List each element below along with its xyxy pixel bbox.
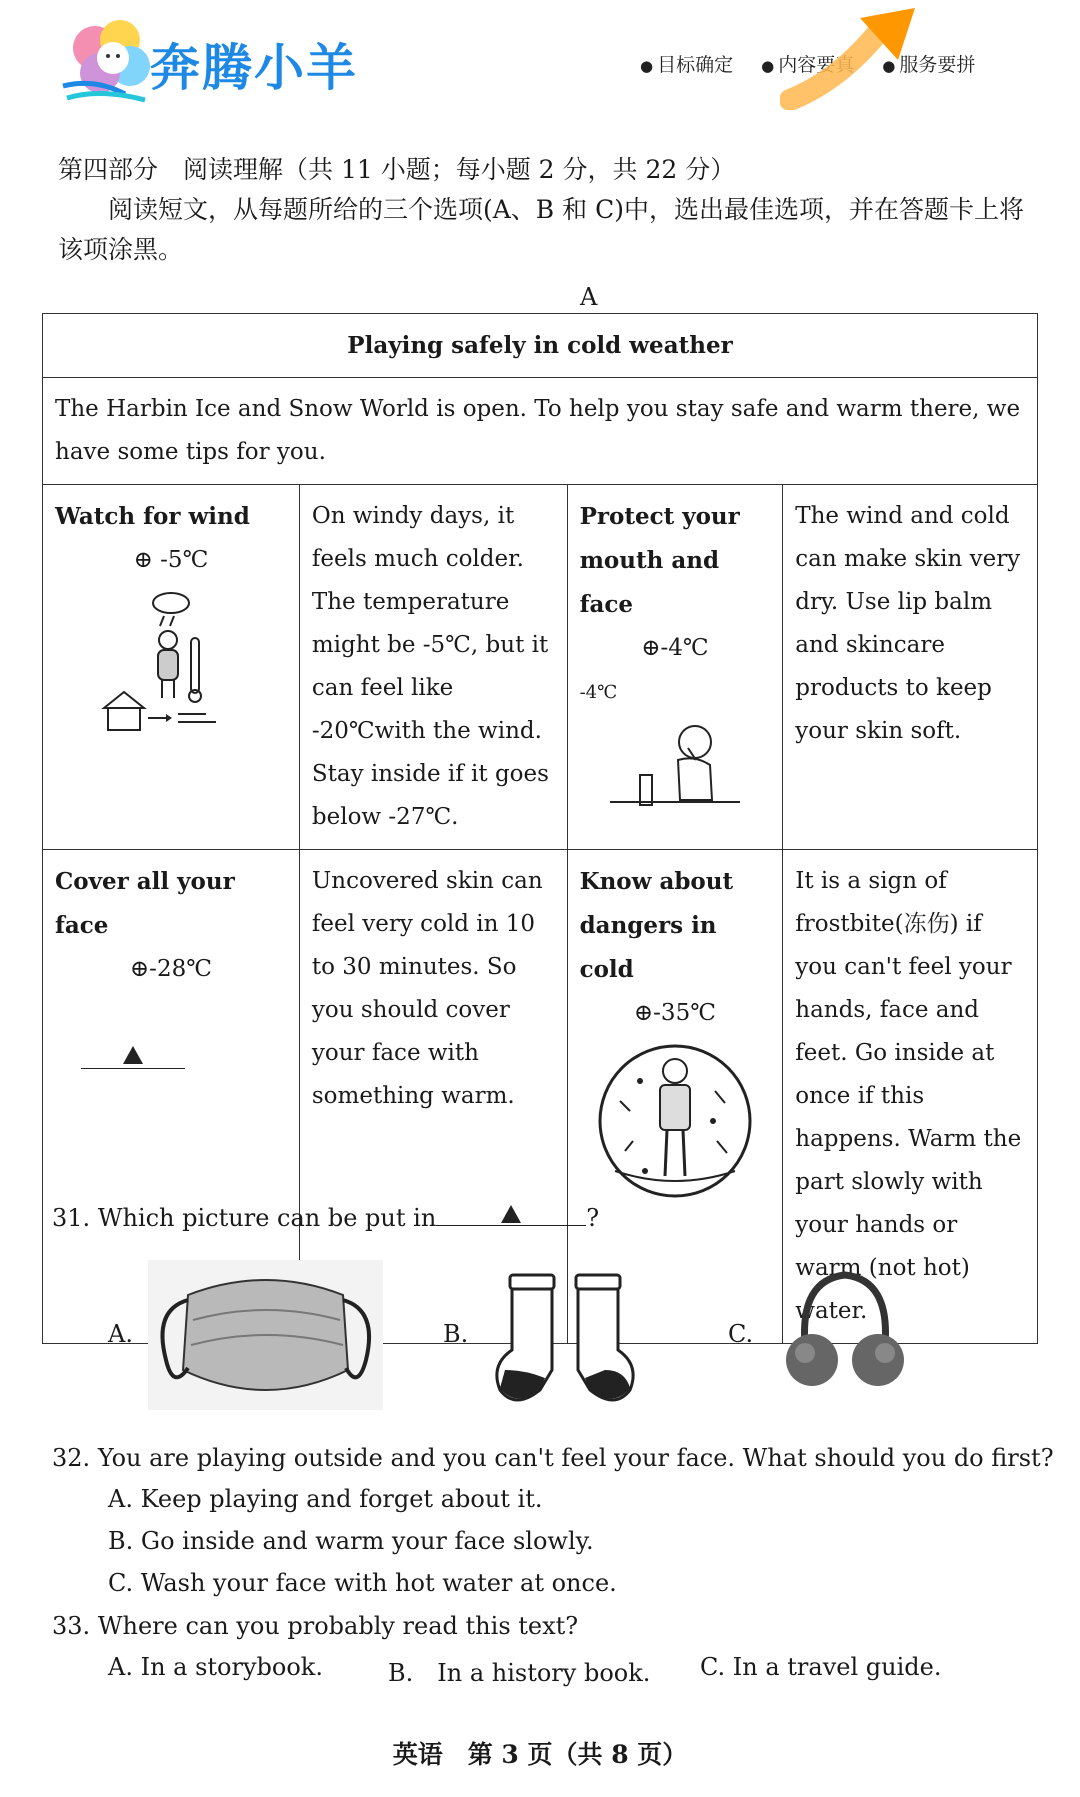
windy-weather-icon <box>96 588 246 738</box>
section-title: 第四部分 阅读理解（共 11 小题；每小题 2 分，共 22 分） <box>58 155 736 184</box>
triangle-icon <box>501 1205 521 1223</box>
section-instructions: 阅读短文，从每题所给的三个选项(A、B 和 C)中，选出最佳选项，并在答题卡上将该项涂黑。 <box>58 195 1024 264</box>
brand-logo-icon <box>55 8 165 108</box>
option-c[interactable]: C. In a travel guide. <box>700 1653 942 1681</box>
option-label[interactable]: B. <box>443 1320 469 1348</box>
question-32 <box>52 1437 1054 1479</box>
tip-small-temperature: -4℃ <box>579 682 618 703</box>
tip-heading: Protect your mouth and face <box>579 503 740 618</box>
option-b[interactable]: B. Go inside and warm your face slowly. <box>108 1527 594 1555</box>
tip-text: The wind and cold can make skin very dry. Use lip balm and skincare products to keep your skin soft. <box>783 485 1038 850</box>
face-mask-icon[interactable] <box>148 1260 383 1410</box>
question-33 <box>52 1605 578 1647</box>
tag-item: ● 服务要拼 <box>882 50 975 77</box>
question-text: Which picture can be put in <box>97 1204 437 1232</box>
cold-person-snow-globe-icon <box>595 1041 755 1201</box>
question-number: 32. <box>52 1444 91 1472</box>
tip-text: Uncovered skin can feel very cold in 10 to 30 minutes. So you should cover your face with something warm. <box>299 850 567 1344</box>
page-footer: 英语 第 3 页（共 8 页） <box>392 1740 688 1769</box>
answer-blank <box>436 1205 586 1226</box>
option-c[interactable]: C. Wash your face with hot water at once. <box>108 1569 617 1597</box>
tip-temperature: ⊕-35℃ <box>633 1000 716 1026</box>
tip-temperature: ⊕ -5℃ <box>133 547 209 573</box>
question-text: You are playing outside and you can't feel your face. What should you do first? <box>97 1444 1054 1472</box>
table-intro: The Harbin Ice and Snow World is open. To help you stay safe and warm there, we have some tips for you. <box>43 378 1038 485</box>
brand-name: 奔腾小羊 <box>150 39 358 97</box>
tips-table <box>42 313 1038 1344</box>
tag-item: ● 内容要真 <box>761 50 854 77</box>
tip-text: It is a sign of frostbite(冻伤) if you can't feel your hands, face and feet. Go inside at once if this happens. Warm the part slowly with your hands or warm (not hot) water. <box>783 850 1038 1344</box>
arrow-decoration-icon <box>780 0 940 110</box>
triangle-icon <box>123 1046 143 1064</box>
question-text: Where can you probably read this text? <box>97 1612 579 1640</box>
tip-temperature: ⊕-4℃ <box>641 635 709 661</box>
person-lip-balm-icon <box>600 720 750 810</box>
tip-cell-mouth <box>567 485 783 850</box>
question-number: 33. <box>52 1612 91 1640</box>
option-b[interactable]: B. In a history book. <box>388 1659 651 1687</box>
question-31 <box>52 1197 599 1239</box>
answer-blank <box>81 1046 185 1069</box>
socks-icon[interactable] <box>485 1270 645 1410</box>
tip-text: On windy days, it feels much colder. The temperature might be -5℃, but it can feel like -20℃with the wind. Stay inside if it goes below -27℃. <box>299 485 567 850</box>
question-number: 31. <box>52 1204 91 1232</box>
tip-heading: Cover all your face <box>55 868 235 939</box>
option-label[interactable]: A. <box>108 1320 133 1348</box>
tip-cell-wind <box>43 485 300 850</box>
option-label[interactable]: C. <box>728 1320 754 1348</box>
tip-heading: Know about dangers in cold <box>579 868 734 983</box>
passage-letter: A <box>580 283 598 311</box>
tag-item: ● 目标确定 <box>640 50 733 77</box>
tip-heading: Watch for wind <box>55 503 250 530</box>
table-title: Playing safely in cold weather <box>43 314 1038 378</box>
option-a[interactable]: A. In a storybook. <box>108 1653 323 1681</box>
earmuffs-icon[interactable] <box>780 1265 910 1405</box>
question-end: ? <box>586 1204 600 1232</box>
option-a[interactable]: A. Keep playing and forget about it. <box>108 1485 543 1513</box>
tip-temperature: ⊕-28℃ <box>129 956 212 982</box>
